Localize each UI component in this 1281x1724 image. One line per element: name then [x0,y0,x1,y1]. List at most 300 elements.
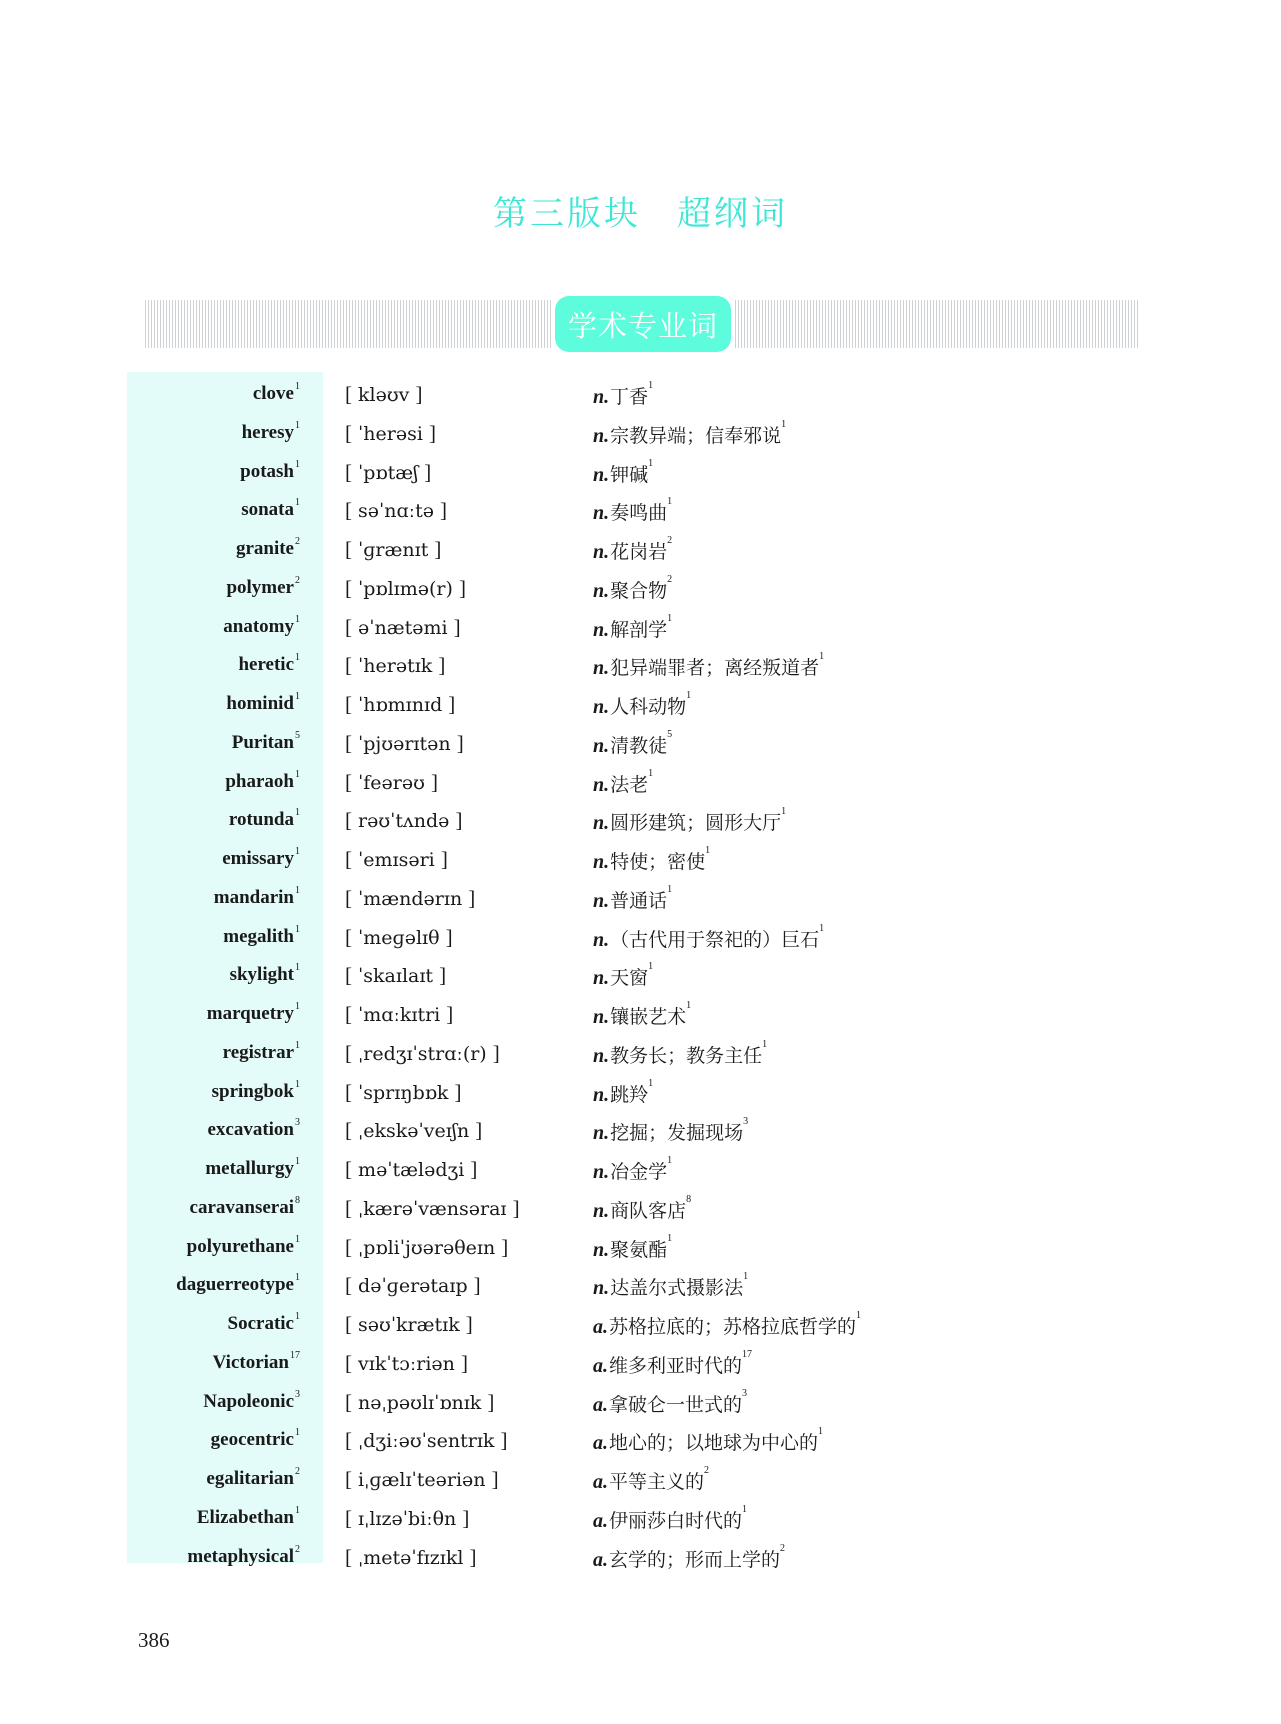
bracket-open: [ [345,1234,352,1259]
bracket-open: [ [345,1079,352,1104]
headword [230,964,300,986]
phonetic-text: ˈmɑːkɪtri [358,1004,441,1026]
bracket-open: [ [345,537,352,561]
phonetic-text: ˌpɒliˈjʊǝrǝθeɪn [358,1236,496,1259]
frequency-superscript: 1 [295,923,300,935]
frequency-superscript: 17 [290,1349,300,1361]
bracket-open: [ [345,420,352,445]
headword-text: egalitarian [206,1468,294,1489]
phonetic-text: ˈfeǝrǝʊ [358,771,425,794]
phonetic [345,692,455,717]
phonetic-text: rǝʊˈtʌndǝ [358,810,450,833]
definition-text: 维多利亚时代的 [609,1354,743,1377]
definition [593,1503,748,1533]
phonetic-text: dǝˈɡerǝtaɪp [358,1275,468,1298]
phonetic [345,925,453,950]
bracket-open: [ [345,1002,352,1026]
definition-frequency-superscript: 1 [781,418,787,430]
bracket-close: ] [415,382,423,406]
decorative-stripes-right [735,300,1140,348]
bracket-open: [ [345,1273,352,1298]
vocab-entry [0,1227,1281,1265]
definition [593,808,786,835]
bracket-close: ] [430,769,438,794]
bracket-open: [ [345,498,352,523]
definition-frequency-superscript: 1 [781,806,787,818]
phonetic [345,615,461,640]
headword-text: daguerreotype [176,1274,294,1296]
vocab-entry [0,568,1281,606]
part-of-speech: a. [593,1316,608,1338]
frequency-superscript: 3 [295,1117,300,1129]
bracket-open: [ [345,614,352,639]
frequency-superscript: 5 [295,729,300,741]
part-of-speech: n. [593,1277,610,1300]
phonetic-text: sǝˈnɑːtǝ [358,500,434,523]
headword [222,1039,300,1064]
bracket-close: ] [501,1234,509,1259]
headword-text: marquetry [206,1003,294,1024]
section-label: 学术专业词 [555,296,731,352]
phonetic [345,1080,461,1105]
frequency-superscript: 1 [295,1001,300,1012]
phonetic [345,1351,468,1376]
bracket-close: ] [440,498,447,523]
definition-frequency-superscript: 8 [686,1193,692,1205]
vocab-entry [0,645,1281,683]
definition [593,963,653,990]
headword [212,1349,300,1374]
phonetic [345,886,475,911]
definition-frequency-superscript: 1 [686,690,692,701]
phonetic [345,1390,494,1415]
bracket-open: [ [345,1467,352,1491]
bracket-open: [ [345,1428,352,1453]
phonetic-text: nǝˌpǝʊlɪˈɒnɪk [358,1391,482,1414]
bracket-open: [ [345,1505,352,1530]
headword [176,1274,300,1296]
definition [593,573,673,603]
part-of-speech: n. [593,502,610,525]
frequency-superscript: 1 [295,1311,300,1322]
definition [593,1038,768,1068]
headword [211,1429,300,1451]
headword-text: granite [235,538,294,559]
headword [196,1504,300,1529]
headword-text: Elizabethan [196,1506,294,1528]
definition [593,847,710,874]
vocab-entry [0,374,1281,412]
headword [241,419,300,444]
phonetic [345,1118,482,1143]
bracket-open: [ [345,963,352,988]
frequency-superscript: 1 [295,1156,300,1167]
bracket-open: [ [345,459,352,484]
part-of-speech: n. [593,773,610,796]
headword-text: Napoleonic [203,1390,294,1412]
phonetic [345,382,422,407]
phonetic [345,1235,508,1260]
phonetic [345,1157,477,1182]
definition [593,382,653,409]
bracket-close: ] [446,1002,454,1026]
part-of-speech: n. [593,1006,610,1028]
frequency-superscript: 1 [295,613,300,625]
frequency-superscript: 1 [295,381,300,392]
frequency-superscript: 1 [295,962,300,974]
definition-frequency-superscript: 1 [705,845,711,856]
definition-text: 宗教异端；信奉邪说 [610,424,782,447]
frequency-superscript: 1 [295,1078,300,1090]
definition [593,922,825,952]
headword-text: megalith [223,925,294,947]
definition-frequency-superscript: 2 [667,535,673,546]
bracket-open: [ [345,924,352,949]
phonetic-text: ˈpɒtæʃ [358,461,419,484]
vocab-entry [0,800,1281,838]
definition [593,457,654,487]
phonetic [345,1041,500,1066]
part-of-speech: n. [593,851,610,873]
bracket-close: ] [455,808,463,833]
definition-text: 冶金学 [610,1161,668,1183]
definition [593,1348,753,1378]
headword-text: hominid [226,693,294,714]
part-of-speech: a. [593,1509,608,1532]
phonetic-text: vɪkˈtɔːriǝn [358,1352,455,1375]
phonetic-text: iˌɡælɪˈteǝriǝn [358,1469,486,1491]
definition-frequency-superscript: 1 [856,1310,862,1321]
vocab-entry [0,1265,1281,1303]
frequency-superscript: 1 [295,768,300,780]
vocab-entry [0,1459,1281,1497]
bracket-open: [ [345,1118,352,1143]
bracket-close: ] [460,1350,468,1375]
definition-frequency-superscript: 1 [818,1426,824,1438]
vocab-entry [0,1110,1281,1148]
frequency-superscript: 3 [295,1388,300,1400]
definition-frequency-superscript: 1 [686,1000,692,1011]
phonetic-text: ˈmeɡǝlɪθ [358,926,440,949]
vocab-entry [0,1537,1281,1575]
part-of-speech: n. [593,579,610,602]
definition-frequency-superscript: 1 [648,457,654,469]
bracket-close: ] [440,847,448,871]
phonetic [345,1467,499,1492]
definition-text: 苏格拉底的；苏格拉底哲学的 [609,1316,857,1338]
bracket-close: ] [456,730,464,755]
phonetic-text: ˈherǝtɪk [358,655,433,678]
definition-frequency-superscript: 1 [648,1077,654,1089]
bracket-close: ] [458,575,466,600]
phonetic [345,421,436,446]
vocab-entry [0,917,1281,955]
phonetic [345,1273,481,1298]
headword-text: pharaoh [225,770,294,792]
headword-text: heretic [238,654,294,676]
bracket-open: [ [345,885,352,910]
phonetic-text: ˈpɒlɪmǝ(r) [358,577,453,600]
definition-frequency-superscript: 17 [742,1348,753,1360]
vocab-entry [0,1149,1281,1187]
part-of-speech: n. [593,967,610,990]
definition-frequency-superscript: 2 [667,573,673,585]
bracket-close: ] [438,653,446,678]
headword-text: potash [240,460,294,482]
frequency-superscript: 1 [295,497,300,509]
phonetic [345,808,462,833]
definition-text: 丁香 [610,386,649,408]
vocab-entry [0,1072,1281,1110]
headword-text: heresy [241,421,294,443]
headword [206,1468,300,1490]
headword-text: mandarin [213,886,294,908]
bracket-close: ] [445,924,453,949]
bracket-close: ] [475,1118,483,1143]
definition-text: 地心的；以地球为中心的 [609,1432,819,1455]
headword [231,729,300,754]
headword-text: anatomy [223,615,294,637]
bracket-close: ] [492,1040,500,1065]
headword-text: excavation [207,1119,294,1141]
definition-text: 达盖尔式摄影法 [610,1277,744,1300]
bracket-open: [ [345,808,352,833]
phonetic-text: ˈskaɪlaɪt [358,965,434,988]
section-banner [145,300,1140,348]
definition [593,498,672,525]
phonetic [345,1428,507,1453]
definition-text: 拿破仑一世式的 [609,1393,743,1416]
definition-text: 人科动物 [610,696,687,718]
part-of-speech: n. [593,657,610,680]
vocab-entry [0,490,1281,528]
bracket-open: [ [345,730,352,755]
vocab-entry [0,1188,1281,1226]
vocab-entry [0,1343,1281,1381]
phonetic-text: ˈpjʊǝrɪtǝn [358,732,451,755]
bracket-close: ] [428,420,436,445]
headword-text: metallurgy [205,1158,294,1179]
vocab-entry [0,723,1281,761]
part-of-speech: n. [593,1199,610,1222]
phonetic-text: ˈsprɪŋbɒk [358,1081,449,1104]
bracket-close: ] [448,692,456,716]
headword-text: metaphysical [187,1545,294,1567]
definition-text: 天窗 [610,967,649,990]
bracket-open: [ [345,1350,352,1375]
frequency-superscript: 1 [295,1427,300,1439]
definition-frequency-superscript: 1 [819,922,825,934]
frequency-superscript: 1 [295,1272,300,1284]
part-of-speech: n. [593,1083,610,1106]
bracket-open: [ [345,847,352,871]
frequency-superscript: 8 [295,1194,300,1206]
part-of-speech: n. [593,928,610,951]
frequency-superscript: 2 [295,1543,300,1555]
definition-frequency-superscript: 1 [667,883,673,895]
bracket-close: ] [487,1389,495,1414]
frequency-superscript: 1 [295,1233,300,1245]
part-of-speech: n. [593,463,610,486]
headword [213,884,300,909]
definition [593,1157,672,1184]
definition [593,1232,673,1262]
phonetic-text: mǝˈtælǝdʒi [358,1159,465,1181]
phonetic-text: ˌkærǝˈvænsǝraɪ [358,1197,507,1220]
definition-text: 挖掘；发掘现场 [610,1122,744,1145]
definition-frequency-superscript: 5 [667,728,673,740]
definition-text: 普通话 [610,889,668,912]
definition-text: 聚合物 [610,579,668,602]
phonetic-text: ˈɡrænɪt [358,539,429,561]
definition [593,1387,748,1417]
vocab-entry [0,839,1281,877]
definition [593,537,672,564]
definition-text: 钾碱 [610,463,649,486]
definition [593,1273,748,1300]
headword [187,1543,300,1568]
definition-frequency-superscript: 1 [819,651,825,663]
definition-frequency-superscript: 1 [648,380,654,391]
decorative-stripes-left [145,300,553,348]
bracket-open: [ [345,1040,352,1065]
bracket-close: ] [439,963,447,988]
headword-text: emissary [222,848,294,869]
definition-frequency-superscript: 1 [762,1038,768,1050]
part-of-speech: a. [593,1393,608,1416]
definition [593,1467,709,1494]
phonetic [345,847,448,872]
phonetic-text: ˌdʒiːǝʊˈsentrɪk [358,1430,495,1453]
headword [236,538,300,560]
vocab-entry [0,1033,1281,1071]
bracket-open: [ [345,1312,352,1336]
headword [253,383,300,405]
bracket-close: ] [462,1505,470,1530]
headword [238,654,300,676]
phonetic [345,1002,453,1027]
headword-text: sonata [241,499,294,521]
part-of-speech: n. [593,1238,610,1261]
headword [229,809,300,831]
definition-frequency-superscript: 1 [667,1155,673,1166]
vocab-entry [0,529,1281,567]
definition-frequency-superscript: 1 [667,1232,673,1244]
vocab-entry [0,684,1281,722]
phonetic [345,460,431,485]
definition-frequency-superscript: 1 [648,961,654,973]
headword [228,1313,300,1335]
headword [225,768,300,793]
definition [593,883,673,913]
definition-text: 玄学的；形而上学的 [609,1548,781,1571]
headword [226,693,300,715]
phonetic-text: ˈhɒmɪnɪd [358,694,443,716]
phonetic [345,576,466,601]
definition-frequency-superscript: 1 [667,496,673,508]
part-of-speech: n. [593,541,610,563]
definition [593,1118,748,1145]
frequency-superscript: 1 [295,846,300,857]
vocab-entry [0,878,1281,916]
phonetic [345,498,447,523]
bracket-close: ] [500,1428,508,1453]
definition [593,1542,786,1572]
phonetic-text: klǝʊv [358,384,410,406]
phonetic [345,963,446,988]
phonetic [345,653,445,678]
part-of-speech: n. [593,424,610,447]
frequency-superscript: 1 [295,1504,300,1516]
bracket-close: ] [470,1157,478,1181]
definition-text: 镶嵌艺术 [610,1006,687,1028]
headword [205,1158,300,1180]
definition-text: 平等主义的 [609,1471,705,1493]
vocab-entry [0,955,1281,993]
definition [593,612,673,642]
headword-text: clove [252,383,294,404]
part-of-speech: a. [593,1432,608,1455]
frequency-superscript: 2 [295,536,300,547]
phonetic [345,770,438,795]
headword [207,1003,300,1025]
definition-text: 圆形建筑；圆形大厅 [610,812,782,835]
phonetic [345,731,464,756]
headword [203,1388,300,1413]
part-of-speech: n. [593,734,610,757]
definition-text: 特使；密使 [610,851,706,873]
definition [593,1077,654,1107]
frequency-superscript: 1 [295,458,300,470]
definition-frequency-superscript: 1 [648,767,654,779]
headword [226,574,300,599]
definition-text: 教务长；教务主任 [610,1044,763,1067]
bracket-open: [ [345,769,352,794]
headword-text: Puritan [231,731,294,753]
part-of-speech: a. [593,1548,608,1571]
definition-frequency-superscript: 2 [704,1465,710,1476]
bracket-close: ] [469,1544,477,1569]
definition-frequency-superscript: 1 [667,612,673,624]
frequency-superscript: 1 [295,884,300,896]
vocab-entry [0,1304,1281,1342]
part-of-speech: n. [593,1161,610,1183]
bracket-close: ] [512,1195,520,1220]
bracket-open: [ [345,575,352,600]
page-number: 386 [138,1628,170,1652]
definition [593,767,654,797]
frequency-superscript: 2 [295,574,300,586]
definition-text: 跳羚 [610,1083,649,1106]
bracket-open: [ [345,1389,352,1414]
phonetic [345,1312,473,1337]
definition-text: 聚氨酯 [610,1238,668,1261]
definition-text: 商队客店 [610,1199,687,1222]
headword [222,848,300,870]
headword-text: springbok [211,1080,294,1102]
bracket-close: ] [491,1467,499,1491]
headword-text: skylight [229,964,294,986]
phonetic-text: ˌekskǝˈveɪʃn [358,1120,470,1143]
part-of-speech: a. [593,1471,608,1493]
vocab-entry [0,1382,1281,1420]
frequency-superscript: 1 [295,652,300,664]
definition-text: （古代用于祭祀的）巨石 [610,928,820,951]
vocab-entry [0,607,1281,645]
headword-text: geocentric [210,1429,294,1451]
title-part-1: 第三版块 [493,194,641,234]
headword [207,1119,300,1141]
